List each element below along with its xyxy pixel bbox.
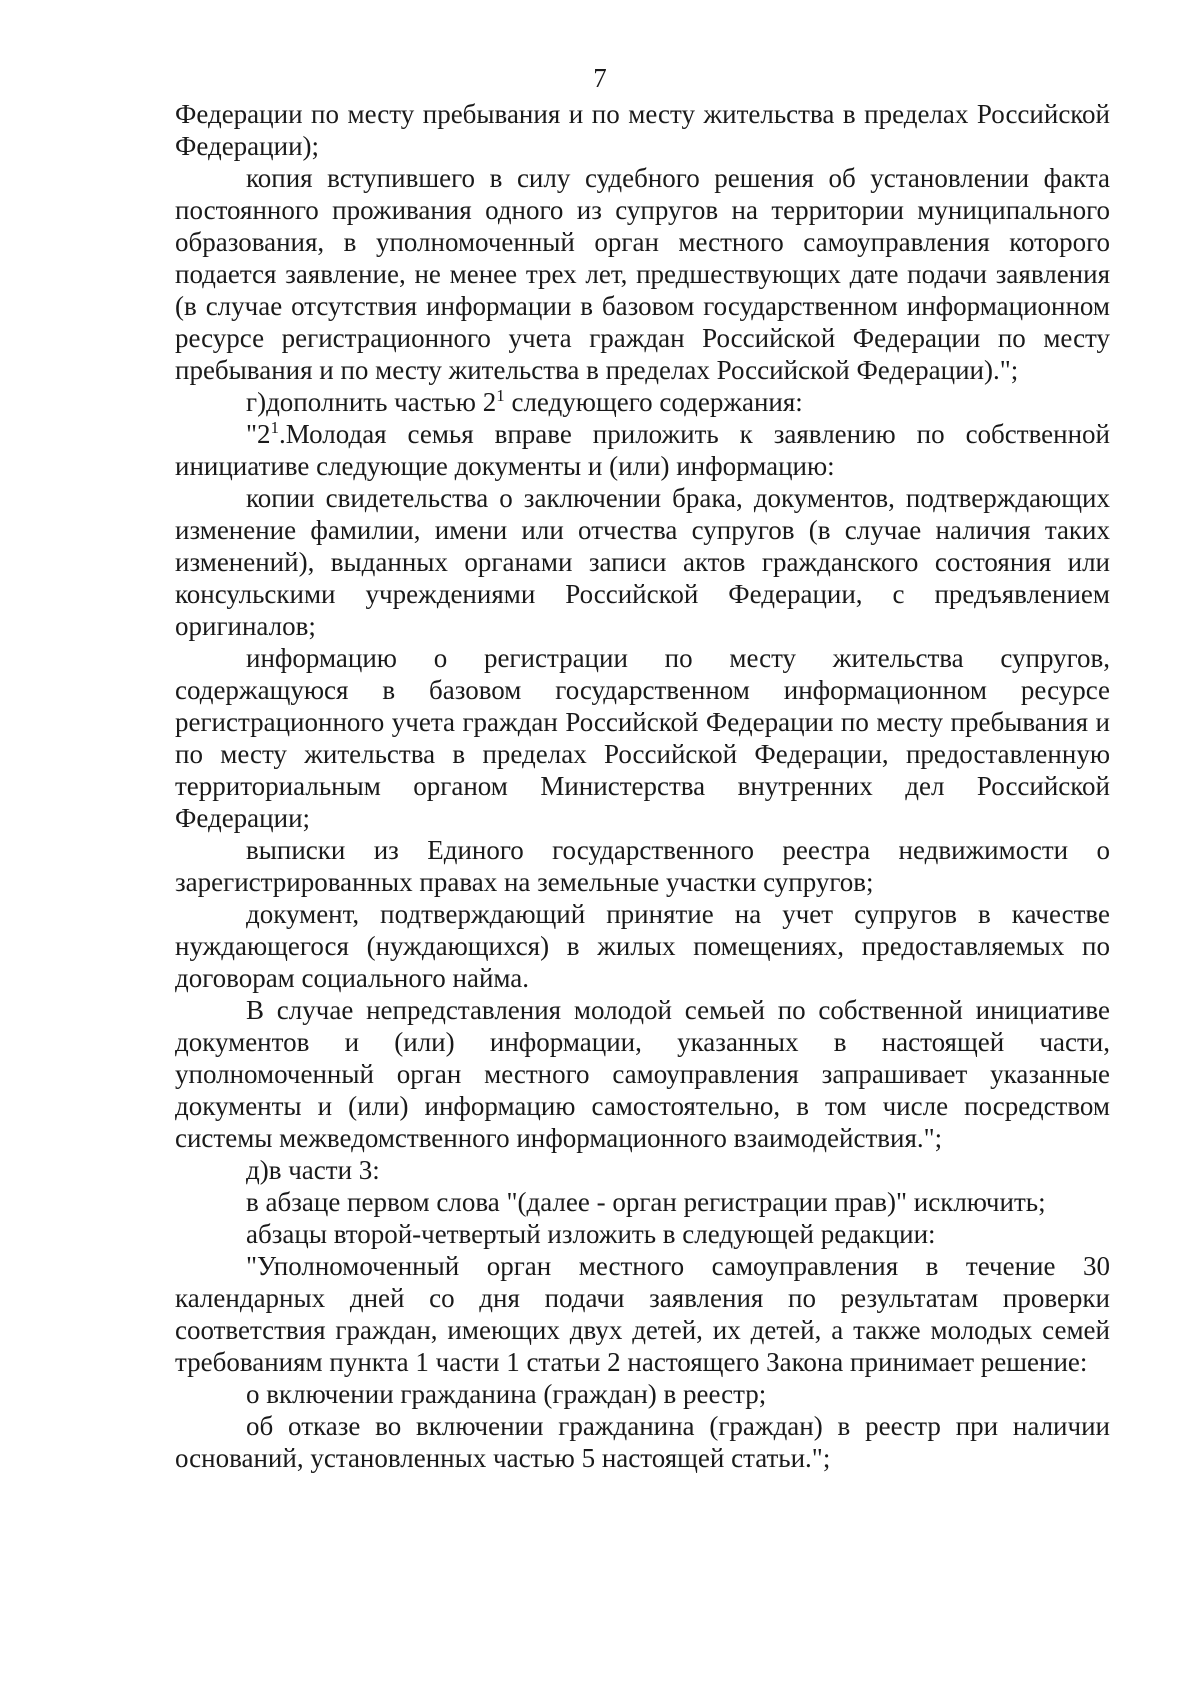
paragraph: информацию о регистрации по месту жительства супругов, содержащуюся в базовом государственном информационном ресурсе регистрационного учета граждан Российской Федерации по месту пребывания и по месту жительства в пределах Российской Федерации, предоставленную территориальным органом Министерства внутренних дел Российской Федерации;	[175, 643, 1110, 833]
document-body	[175, 98, 1110, 1474]
superscript: 1	[496, 386, 505, 405]
paragraph: В случае непредставления молодой семьей по собственной инициативе документов и (или) информации, указанных в настоящей части, уполномоченный орган местного самоуправления запрашивает указанные документы и (или) информацию самостоятельно, в том числе посредством системы межведомственного информационного взаимодействия.";	[175, 995, 1110, 1153]
paragraph-text: "2	[246, 419, 271, 449]
paragraph	[175, 418, 1110, 482]
paragraph: абзацы второй-четвертый изложить в следующей редакции:	[246, 1219, 936, 1249]
paragraph: выписки из Единого государственного реестра недвижимости о зарегистрированных правах на земельные участки супругов;	[175, 835, 1110, 897]
paragraph: копия вступившего в силу судебного решения об установлении факта постоянного проживания одного из супругов на территории муниципального образования, в уполномоченный орган местного самоуправления которого подается заявление, не менее трех лет, предшествующих дате подачи заявления (в случае отсутствия информации в базовом государственном информационном ресурсе регистрационного учета граждан Российской Федерации по месту пребывания и по месту жительства в пределах Российской Федерации).";	[175, 163, 1110, 385]
paragraph: Федерации по месту пребывания и по месту жительства в пределах Российской Федерации);	[175, 99, 1110, 161]
paragraph-text: г)дополнить частью 2	[246, 387, 497, 417]
paragraph: копии свидетельства о заключении брака, документов, подтверждающих изменение фамилии, имени или отчества супругов (в случае наличия таких изменений), выданных органами записи актов гражданского состояния или консульскими учреждениями Российской Федерации, с предъявлением оригиналов;	[175, 483, 1110, 641]
paragraph: в абзаце первом слова "(далее - орган регистрации прав)" исключить;	[246, 1187, 1046, 1217]
paragraph: о включении гражданина (граждан) в реестр;	[246, 1379, 767, 1409]
paragraph: об отказе во включении гражданина (граждан) в реестр при наличии оснований, установленных частью 5 настоящей статьи.";	[175, 1411, 1110, 1473]
page-number: 7	[593, 63, 607, 93]
superscript: 1	[270, 418, 280, 437]
paragraph-text: следующего содержания:	[504, 387, 803, 417]
paragraph: д)в части 3:	[246, 1155, 380, 1185]
paragraph-text: .Молодая семья вправе приложить к заявлению по собственной инициативе следующие документы и (или) информацию:	[175, 419, 1110, 481]
paragraph: документ, подтверждающий принятие на учет супругов в качестве нуждающегося (нуждающихся) в жилых помещениях, предоставляемых по договорам социального найма.	[175, 899, 1110, 993]
paragraph	[175, 386, 1110, 418]
paragraph: "Уполномоченный орган местного самоуправления в течение 30 календарных дней со дня подачи заявления по результатам проверки соответствия граждан, имеющих двух детей, их детей, а также молодых семей требованиям пункта 1 части 1 статьи 2 настоящего Закона принимает решение:	[175, 1251, 1110, 1377]
